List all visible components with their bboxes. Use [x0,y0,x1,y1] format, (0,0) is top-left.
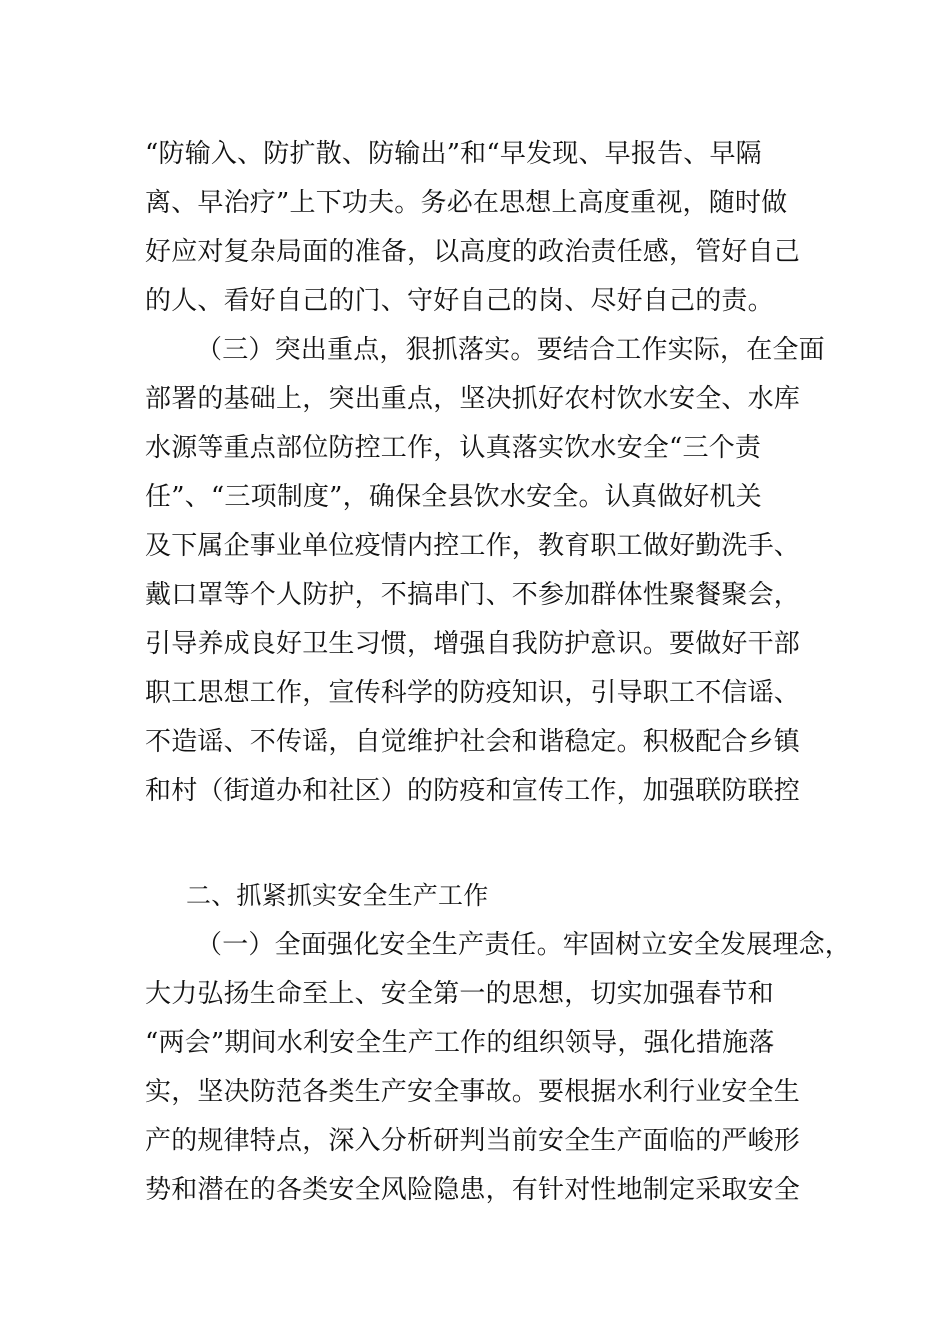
paragraph-line: 及下属企事业单位疫情内控工作，教育职工做好勤洗手、 [145,531,801,561]
paragraph-line: 大力弘扬生命至上、安全第一的思想，切实加强春节和 [145,979,774,1009]
paragraph-line: 的人、看好自己的门、守好自己的岗、尽好自己的责。 [145,286,774,316]
paragraph-line: 部署的基础上，突出重点，坚决抓好农村饮水安全、水库 [145,384,801,414]
paragraph-line: 产的规律特点，深入分析研判当前安全生产面临的严峻形 [145,1126,801,1156]
section-heading: 二、抓紧抓实安全生产工作 [186,881,489,910]
paragraph-line: “两会”期间水利安全生产工作的组织领导，强化措施落 [145,1028,775,1058]
paragraph-line: 实，坚决防范各类生产安全事故。要根据水利行业安全生 [145,1077,801,1107]
paragraph-line: 引导养成良好卫生习惯，增强自我防护意识。要做好干部 [145,629,801,659]
paragraph-line: 和村（街道办和社区）的防疫和宣传工作，加强联防联控 [145,776,801,806]
paragraph-line: 离、早治疗”上下功夫。务必在思想上高度重视，随时做 [145,188,788,218]
paragraph-line: 任”、“三项制度”，确保全县饮水安全。认真做好机关 [145,482,762,512]
paragraph-line: 职工思想工作，宣传科学的防疫知识，引导职工不信谣、 [145,678,801,708]
paragraph-line: （三）突出重点，狠抓落实。要结合工作实际，在全面 [196,335,825,365]
paragraph-line: （一）全面强化安全生产责任。牢固树立安全发展理念， [196,930,852,960]
paragraph-line: 水源等重点部位防控工作，认真落实饮水安全“三个责 [145,433,762,463]
paragraph-line: 戴口罩等个人防护，不搞串门、不参加群体性聚餐聚会， [145,580,801,610]
paragraph-line: 好应对复杂局面的准备，以高度的政治责任感，管好自己 [145,237,801,267]
paragraph-line: “防输入、防扩散、防输出”和“早发现、早报告、早隔 [145,139,762,169]
paragraph-line: 势和潜在的各类安全风险隐患，有针对性地制定采取安全 [145,1175,801,1205]
paragraph-line: 不造谣、不传谣，自觉维护社会和谐稳定。积极配合乡镇 [145,727,801,757]
